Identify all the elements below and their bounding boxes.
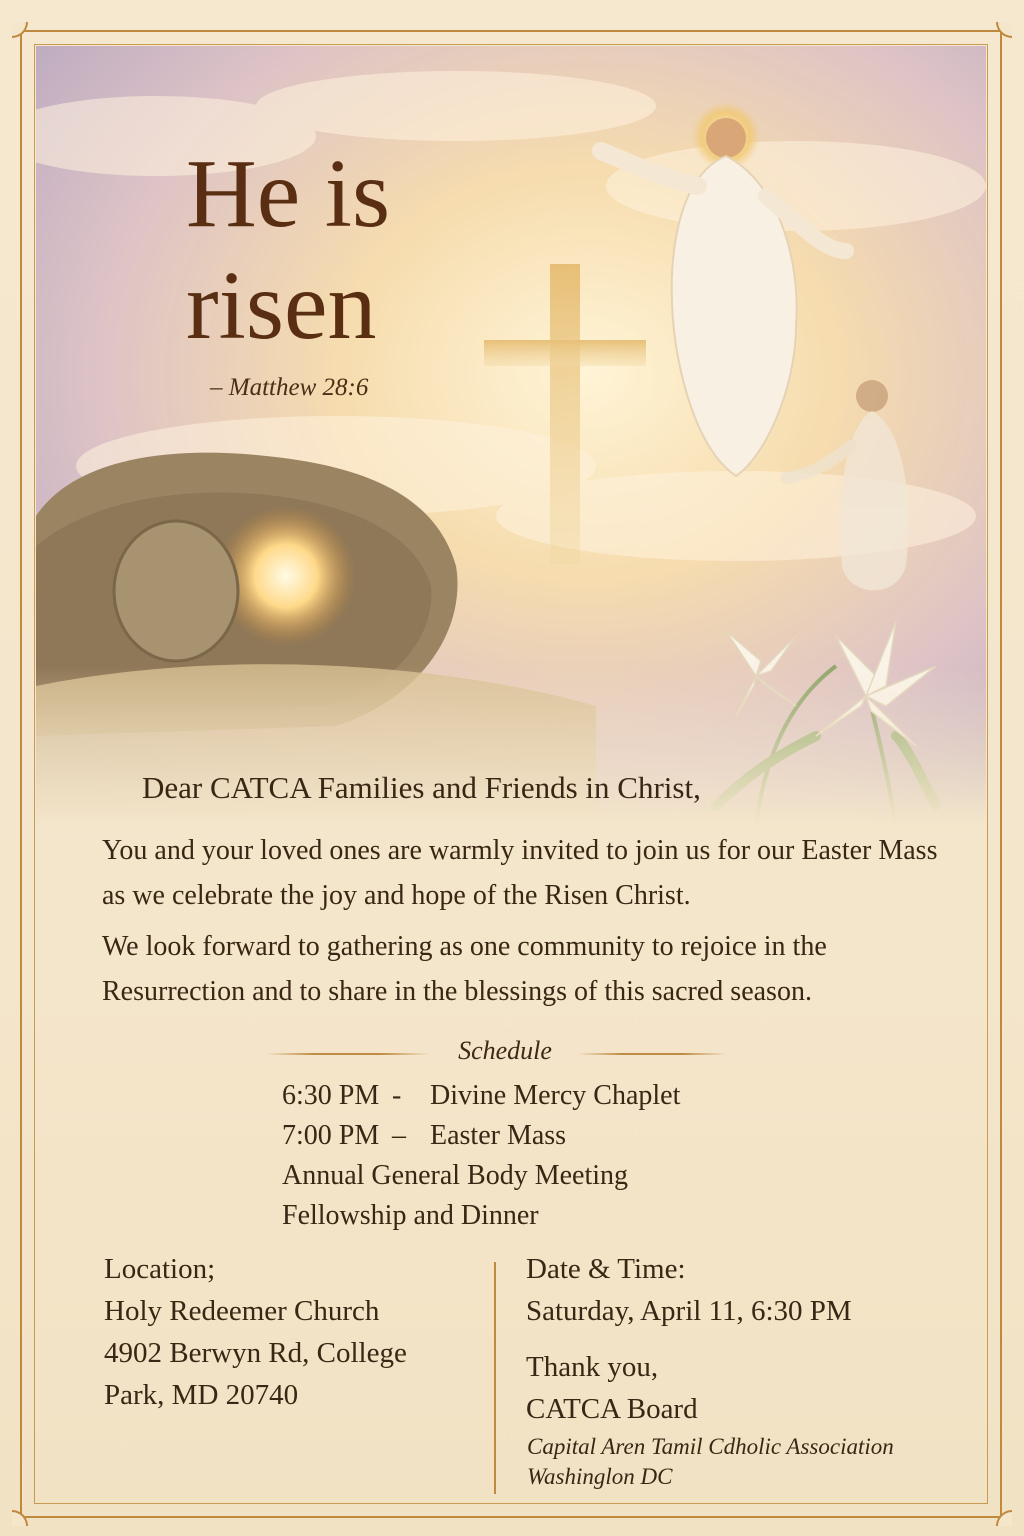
- schedule-event: Divine Mercy Chaplet: [430, 1080, 681, 1111]
- organization-line: Capital Aren Tamil Cdholic Association: [527, 1434, 894, 1459]
- schedule-header: [265, 1036, 727, 1072]
- location-label: Location;: [104, 1253, 216, 1285]
- schedule-event: Annual General Body Meeting: [282, 1160, 629, 1191]
- location-line: Park, MD 20740: [104, 1379, 299, 1411]
- schedule-item: [282, 1076, 680, 1116]
- schedule-rule-left: [265, 1053, 430, 1055]
- headline: [186, 138, 486, 362]
- schedule-event: Easter Mass: [430, 1120, 567, 1151]
- date-time-label: Date & Time:: [526, 1253, 686, 1285]
- schedule-time: 6:30 PM: [282, 1080, 380, 1111]
- resurrection-illustration: [36, 46, 986, 826]
- schedule-time: 7:00 PM: [282, 1120, 380, 1151]
- date-time-block: [526, 1248, 852, 1332]
- schedule-separator: -: [392, 1080, 402, 1111]
- signoff-block: [526, 1346, 698, 1430]
- community-paragraph: We look forward to gathering as one community to rejoice in the Resurrection and to share in the blessings of this sacred season.: [102, 931, 827, 1007]
- headline-line1: He is: [186, 140, 391, 248]
- location-line: 4902 Berwyn Rd, College: [104, 1337, 407, 1369]
- headline-line2: risen: [186, 252, 377, 360]
- signoff-from: CATCA Board: [526, 1393, 698, 1425]
- greeting: Dear CATCA Families and Friends in Christ,: [142, 770, 701, 805]
- invitation-paragraph: You and your loved ones are warmly invited to join us for our Easter Mass as we celebrate the joy and hope of the Risen Christ.: [102, 835, 938, 911]
- schedule-rule-right: [577, 1053, 727, 1055]
- column-divider: [494, 1262, 496, 1494]
- schedule-heading: Schedule: [458, 1036, 552, 1065]
- location-block: [104, 1248, 407, 1416]
- schedule-item: [282, 1156, 680, 1196]
- schedule-event: Fellowship and Dinner: [282, 1200, 539, 1231]
- scripture-reference: – Matthew 28:6: [210, 374, 369, 401]
- signoff-thanks: Thank you,: [526, 1351, 659, 1383]
- organization-name: [527, 1432, 894, 1492]
- date-time-value: Saturday, April 11, 6:30 PM: [526, 1295, 852, 1327]
- organization-line: Washinglon DC: [527, 1464, 673, 1489]
- location-line: Holy Redeemer Church: [104, 1295, 380, 1327]
- schedule-list: [282, 1076, 680, 1236]
- schedule-item: [282, 1116, 680, 1156]
- schedule-separator: –: [392, 1120, 406, 1151]
- schedule-item: [282, 1196, 680, 1236]
